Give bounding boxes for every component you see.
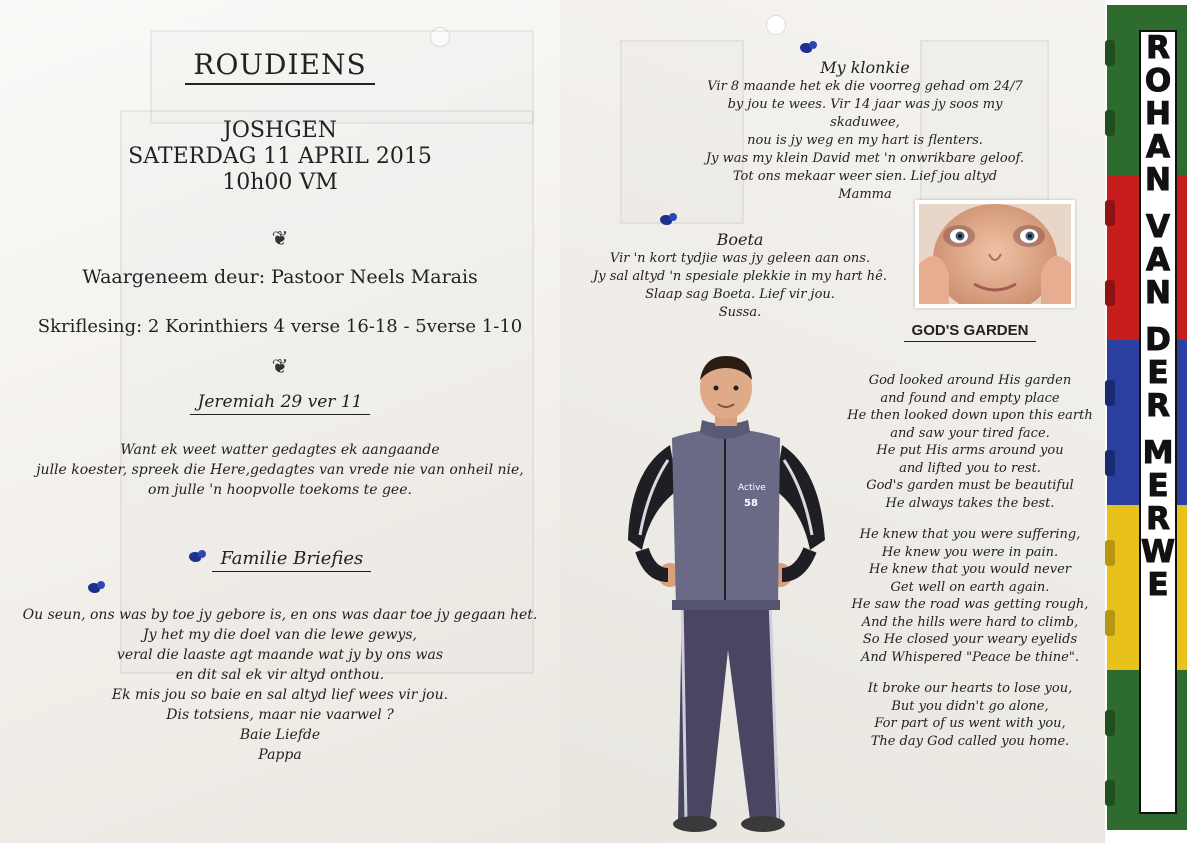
- father-line: veral die laaste agt maande wat jy by ons was: [116, 647, 444, 663]
- sister-line: Sussa.: [718, 305, 762, 320]
- mother-message: [700, 58, 1030, 204]
- poem-line: He knew that you would never: [868, 562, 1071, 577]
- name-letter: D: [1145, 322, 1171, 358]
- name-letter: N: [1145, 162, 1171, 198]
- poem-line: It broke our hearts to lose you,: [867, 681, 1073, 696]
- sister-line: Vir 'n kort tydjie was jy geleen aan ons.: [609, 251, 871, 266]
- officiant-text: Waargeneem deur: Pastoor Neels Marais: [82, 266, 478, 288]
- jacket-brand-text: Active: [738, 483, 766, 493]
- poem-stanza: [830, 680, 1105, 750]
- name-letter: E: [1147, 567, 1169, 603]
- name-letter: N: [1145, 275, 1171, 311]
- service-heading: ROUDIENS: [0, 48, 560, 85]
- poem-line: So He closed your weary eyelids: [862, 632, 1078, 647]
- sister-title: Boeta: [716, 230, 764, 249]
- service-time: 10h00 VM: [222, 170, 338, 195]
- left-page: [0, 0, 560, 843]
- mother-line: Vir 8 maande het ek die voorreg gehad om 24/7: [707, 79, 1023, 94]
- name-letter: E: [1147, 355, 1169, 391]
- boy-full-body-photo: [620, 350, 830, 835]
- service-place: JOSHGEN: [223, 118, 337, 143]
- sister-line: Slaap sag Boeta. Lief vir jou.: [645, 287, 835, 302]
- ribbon-studs: [1105, 0, 1115, 843]
- poem-line: The day God called you home.: [870, 733, 1070, 749]
- name-letter: E: [1147, 468, 1169, 504]
- name-letter: W: [1140, 534, 1176, 570]
- sister-message: [590, 230, 890, 322]
- poem-line: He knew that you were suffering,: [859, 527, 1081, 542]
- poem-line: God's garden must be beautiful: [866, 478, 1074, 493]
- name-strip: [1139, 30, 1177, 814]
- father-line: Jy het my die doel van die lewe gewys,: [143, 627, 417, 643]
- poem-line: He saw the road was getting rough,: [851, 597, 1089, 612]
- name-ribbon: [1105, 0, 1200, 843]
- father-line: en dit sal ek vir altyd onthou.: [175, 667, 385, 683]
- bird-icon: [88, 580, 106, 599]
- mother-title: My klonkie: [820, 58, 910, 77]
- poem-line: He knew you were in pain.: [881, 544, 1059, 560]
- poem-line: He put His arms around you: [876, 443, 1064, 458]
- father-line: Ou seun, ons was by toe jy gebore is, en ons was daar toe jy gegaan het.: [22, 607, 538, 623]
- jacket-number-text: 58: [744, 498, 758, 509]
- mother-line: nou is jy weg en my hart is flenters.: [747, 133, 983, 148]
- father-line: Baie Liefde: [239, 727, 321, 743]
- poem-line: and lifted you to rest.: [899, 460, 1041, 476]
- family-title: Familie Briefies: [0, 548, 560, 572]
- binder-hole: [766, 15, 786, 35]
- verse-line: julle koester, spreek die Here,gedagtes van vrede nie van onheil nie,: [36, 462, 524, 478]
- verse-line: Want ek weet watter gedagtes ek aangaande: [120, 442, 440, 458]
- name-letter: A: [1146, 242, 1170, 278]
- verse-line: om julle 'n hoopvolle toekoms te gee.: [148, 482, 412, 498]
- poem-stanza: [830, 372, 1105, 512]
- name-letter: O: [1144, 63, 1172, 99]
- name-letter: R: [1146, 388, 1170, 424]
- service-details: [0, 118, 560, 196]
- poem-line: He then looked down upon this earth: [847, 408, 1093, 423]
- mother-line: Tot ons mekaar weer sien. Lief jou altyd: [732, 169, 998, 184]
- poem-line: For part of us went with you,: [874, 716, 1066, 731]
- name-letter: R: [1146, 30, 1170, 66]
- sister-line: Jy sal altyd 'n spesiale plekkie in my hart hê.: [593, 269, 887, 284]
- name-letter: R: [1146, 501, 1170, 537]
- father-message: [0, 605, 560, 765]
- poem-line: and saw your tired face.: [890, 425, 1050, 441]
- bird-icon: [660, 212, 678, 231]
- ornament-icon: ❦: [271, 354, 289, 378]
- name-letter: H: [1145, 96, 1171, 132]
- father-line: Pappa: [258, 747, 302, 763]
- verse-text: [0, 440, 560, 500]
- poem-line: And Whispered "Peace be thine".: [861, 649, 1079, 665]
- portrait-photo: [915, 200, 1075, 308]
- bird-icon: [189, 550, 207, 564]
- service-date: SATERDAG 11 APRIL 2015: [128, 144, 432, 169]
- poem: [830, 372, 1105, 750]
- father-line: Dis totsiens, maar nie vaarwel ?: [166, 707, 394, 723]
- mother-line: Mamma: [838, 187, 892, 202]
- scripture-text: Skriflesing: 2 Korinthiers 4 verse 16-18 - 5verse 1-10: [37, 316, 523, 337]
- bird-icon: [800, 40, 818, 59]
- name-letter: V: [1146, 209, 1170, 245]
- poem-title: GOD'S GARDEN: [830, 322, 1105, 342]
- mother-line: by jou te wees. Vir 14 jaar was jy soos my skaduwee,: [727, 97, 1003, 130]
- face-closeup-image: [919, 204, 1071, 304]
- poem-line: God looked around His garden: [868, 373, 1072, 388]
- ornament-icon: ❦: [271, 226, 289, 250]
- poem-line: and found and empty place: [880, 390, 1060, 406]
- poem-line: He always takes the best.: [885, 495, 1055, 511]
- name-letter: A: [1146, 129, 1170, 165]
- verse-title: Jeremiah 29 ver 11: [0, 392, 560, 415]
- poem-line: And the hills were hard to climb,: [861, 614, 1079, 630]
- name-letter: M: [1142, 435, 1174, 471]
- poem-line: Get well on earth again.: [890, 579, 1050, 595]
- poem-line: But you didn't go alone,: [891, 698, 1049, 714]
- father-line: Ek mis jou so baie en sal altyd lief wees vir jou.: [111, 687, 449, 703]
- poem-stanza: [830, 526, 1105, 666]
- right-page: [560, 0, 1105, 843]
- mother-line: Jy was my klein David met 'n onwrikbare geloof.: [705, 151, 1025, 166]
